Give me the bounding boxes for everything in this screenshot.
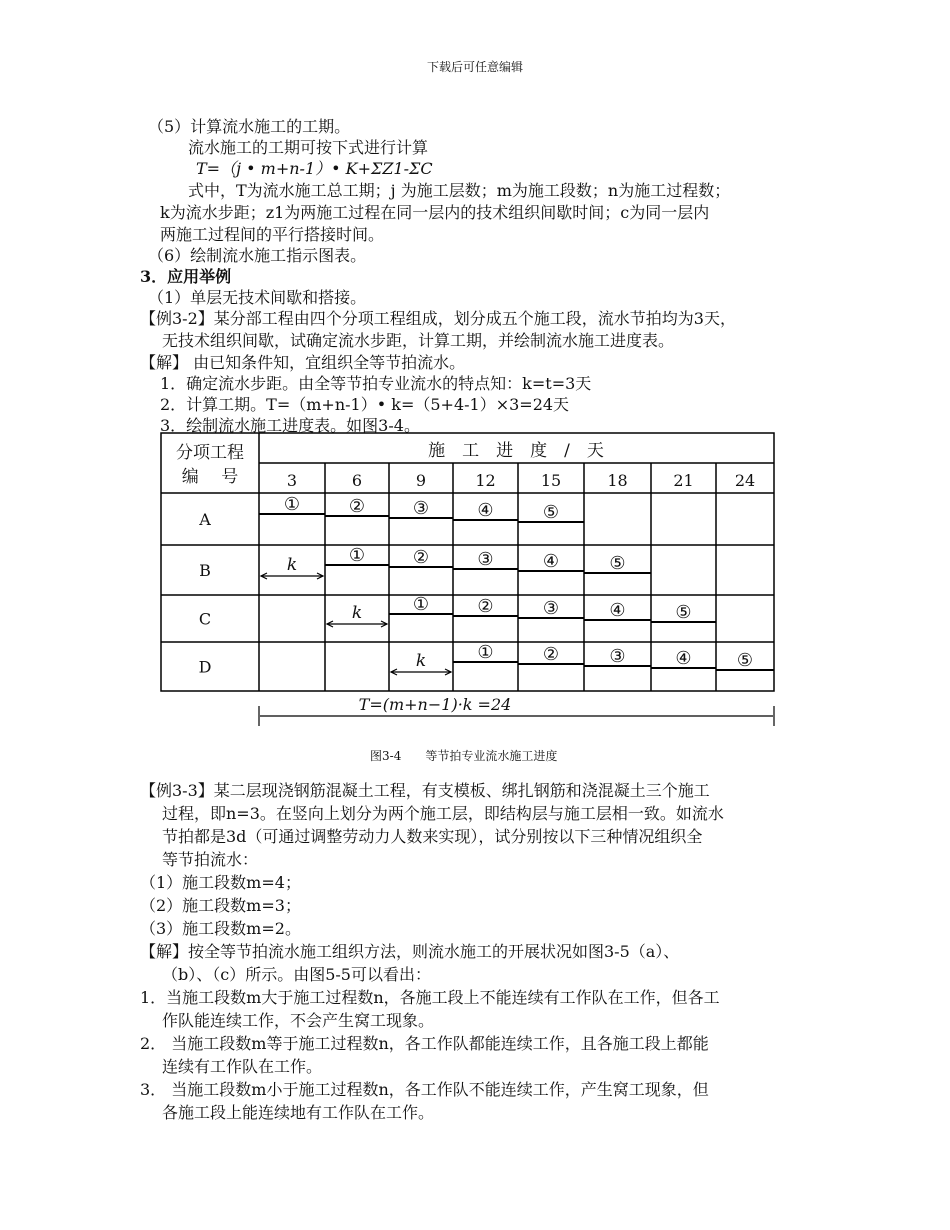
segment-label: ④: [542, 551, 560, 572]
corner-label: 编 号: [181, 467, 239, 487]
day-header: 6: [351, 471, 363, 490]
segment-label: ④: [609, 600, 626, 621]
text-line: （1）单层无技术间歇和搭接。: [148, 288, 367, 307]
text-line: k为流水步距；z1为两施工过程在同一层内的技术组织间歇时间；c为同一层内: [160, 203, 710, 222]
text-line: 节拍都是3d（可通过调整劳动力人数来实现），试分别按以下三种情况组织全: [162, 827, 703, 846]
segment-label: ③: [609, 646, 626, 667]
segment-label: ⑤: [675, 602, 692, 623]
segment-label: ⑤: [736, 650, 754, 671]
text-line: （6）绘制流水施工指示图表。: [148, 246, 367, 265]
segment-label: ⑤: [542, 502, 560, 523]
row-label: A: [199, 510, 211, 529]
progress-header: 施 工 进 度 / 天: [428, 441, 604, 461]
step-label: k: [286, 555, 298, 575]
section-heading: 3．应用举例: [140, 267, 232, 286]
text-line: 1．确定流水步距。由全等节拍专业流水的特点知：k=t=3天: [160, 374, 592, 393]
segment-label: ①: [348, 545, 366, 566]
day-header: 21: [673, 471, 694, 490]
segment-label: ③: [412, 498, 430, 519]
text-line: 3． 当施工段数m小于施工过程数n，各工作队不能连续工作，产生窝工现象，但: [140, 1080, 709, 1099]
text-line: 1．当施工段数m大于施工过程数n，各施工段上不能连续有工作队在工作，但各工: [140, 988, 720, 1007]
segment-label: ⑤: [609, 553, 626, 574]
corner-label: 分项工程: [176, 443, 244, 463]
segment-label: ①: [283, 494, 301, 515]
text-line: （2）施工段数m=3；: [140, 896, 301, 915]
segment-label: ②: [412, 547, 430, 568]
text-line: 过程，即n=3。在竖向上划分为两个施工层，即结构层与施工层相一致。如流水: [162, 804, 724, 823]
figure-caption: 图3-4 等节拍专业流水施工进度: [370, 749, 558, 763]
text-line: 式中，T为流水施工总工期；j 为施工层数；m为施工段数；n为施工过程数；: [188, 181, 731, 200]
row-label: C: [198, 609, 212, 629]
text-line: （3）施工段数m=2。: [140, 919, 301, 938]
text-line: 2．计算工期。T=（m+n-1）• k=（5+4-1）×3=24天: [160, 395, 570, 414]
text-line: 两施工过程间的平行搭接时间。: [160, 225, 385, 244]
text-line: 【例3-3】某二层现浇钢筋混凝土工程，有支模板、绑扎钢筋和浇混凝土三个施工: [140, 781, 710, 800]
segment-label: ③: [542, 598, 560, 619]
text-line: 3．绘制流水施工进度表。如图3-4。: [160, 416, 420, 435]
row-label: B: [199, 561, 211, 580]
segment-label: ③: [477, 549, 494, 570]
text-line: 作队能连续工作，不会产生窝工现象。: [162, 1011, 435, 1030]
segment-label: ②: [542, 644, 560, 665]
segment-label: ①: [477, 642, 494, 663]
text-line: 连续有工作队在工作。: [162, 1057, 323, 1076]
segment-label: ②: [477, 596, 494, 617]
text-line: 【例3-2】某分部工程由四个分项工程组成，划分成五个施工段，流水节拍均为3天，: [140, 309, 736, 328]
text-line: 【解】按全等节拍流水施工组织方法，则流水施工的开展状况如图3-5（a）、: [140, 942, 680, 961]
text-line: （5）计算流水施工的工期。: [148, 117, 351, 136]
day-header: 24: [734, 471, 756, 490]
text-line: （1）施工段数m=4；: [140, 873, 301, 892]
text-line: 无技术组织间歇，试确定流水步距，计算工期，并绘制流水施工进度表。: [162, 331, 675, 350]
text-line: 2． 当施工段数m等于施工过程数n，各工作队都能连续工作，且各施工段上都能: [140, 1034, 709, 1053]
day-header: 18: [607, 471, 628, 490]
page-header: 下载后可任意编辑: [426, 60, 523, 74]
segment-label: ①: [412, 594, 430, 615]
day-header: 3: [286, 471, 298, 490]
day-header: 9: [415, 471, 427, 490]
text-line: 【解】 由已知条件知，宜组织全等节拍流水。: [140, 353, 466, 372]
step-label: k: [351, 603, 363, 623]
text-line: 流水施工的工期可按下式进行计算: [188, 138, 429, 157]
text-line: （b）、（c）所示。由图5-5可以看出：: [162, 965, 431, 984]
formula: T=（j • m+n-1）• K+ΣZ1-ΣC: [196, 159, 433, 178]
total-duration-label: T=(m+n−1)·k =24: [358, 695, 512, 714]
text-line: 等节拍流水：: [162, 850, 259, 869]
day-header: 15: [540, 471, 562, 490]
step-label: k: [415, 651, 427, 671]
segment-label: ②: [348, 496, 366, 517]
day-header: 12: [475, 471, 496, 490]
segment-label: ④: [477, 500, 494, 521]
row-label: D: [198, 657, 212, 677]
text-line: 各施工段上能连续地有工作队在工作。: [162, 1103, 435, 1122]
segment-label: ④: [675, 648, 692, 669]
